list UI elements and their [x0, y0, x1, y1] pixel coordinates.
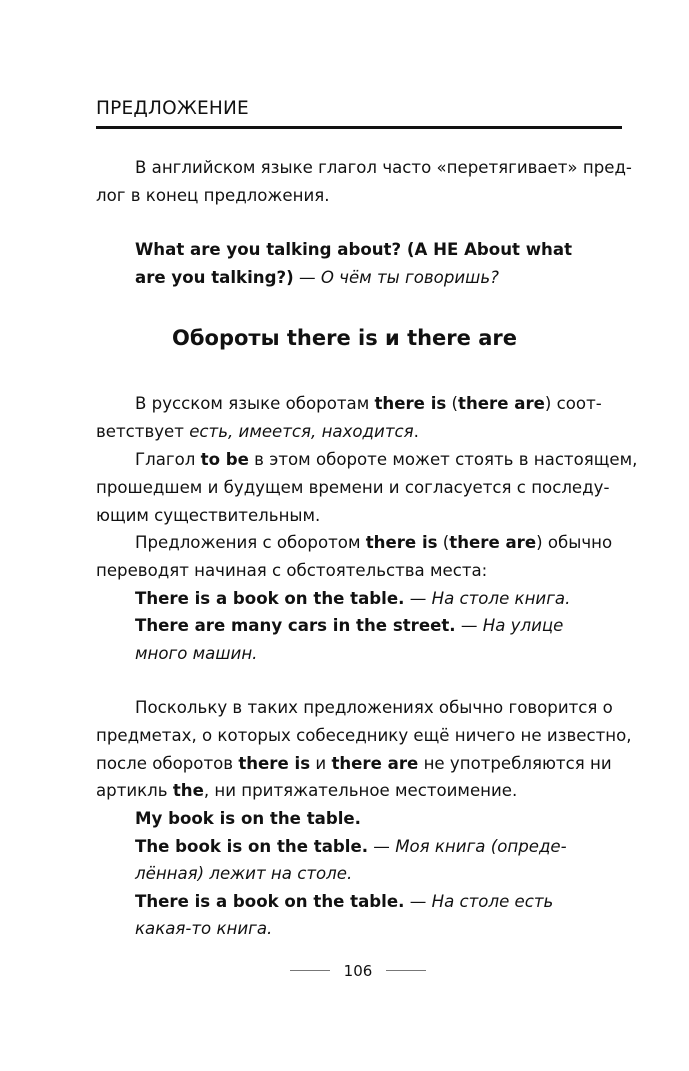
section-heading: Обороты there is и there are: [172, 326, 517, 350]
translation-italic: есть, имеется, находится: [189, 422, 414, 441]
term-there-are: there are: [458, 394, 545, 413]
text-line: [96, 422, 419, 442]
text-span: (: [437, 533, 450, 552]
page-number: 106: [343, 962, 373, 980]
example-line: [135, 616, 563, 636]
text-line: [135, 533, 612, 553]
text-span: .: [413, 422, 419, 441]
text-span: ) обычно: [536, 533, 613, 552]
dash: —: [455, 616, 483, 635]
dash: —: [404, 589, 432, 608]
example-line: [135, 268, 499, 288]
example-translation: На столе книга.: [431, 589, 571, 608]
example-line: [135, 589, 570, 609]
term-there-is: there is: [374, 394, 447, 413]
text-span: Глагол: [135, 450, 201, 469]
text-line: [96, 186, 329, 206]
text-line: [96, 781, 517, 801]
text-span: Предложения с оборотом: [135, 533, 366, 552]
example-line: [135, 644, 257, 664]
text-span: переводят начиная с обстоятельства места:: [96, 561, 488, 580]
text-span: ) соот-: [544, 394, 602, 413]
text-span: ветствует: [96, 422, 190, 441]
example-translation: На столе есть: [431, 892, 554, 911]
footer-rule-right: [386, 970, 426, 971]
dash: —: [404, 892, 432, 911]
text-span: не употребляются ни: [418, 754, 612, 773]
text-line: [96, 726, 632, 746]
text-line: [96, 561, 487, 581]
example-translation: лённая) лежит на столе.: [135, 864, 353, 883]
term-there-are: there are: [449, 533, 537, 552]
example-line: [135, 837, 567, 857]
term-there-are: there are: [331, 754, 419, 773]
text-span: артикль: [96, 781, 173, 800]
dash: —: [368, 837, 396, 856]
example-english: There is a book on the table.: [135, 589, 405, 608]
text-span: В русском языке оборотам: [135, 394, 375, 413]
example-translation: много машин.: [135, 644, 258, 663]
text-span: и: [310, 754, 332, 773]
header-rule: [96, 126, 622, 129]
text-line: [135, 698, 613, 718]
text-line: [135, 394, 602, 414]
term-to-be: to be: [200, 450, 249, 469]
example-line: [135, 864, 352, 884]
example-english: What are you talking about? (А НЕ About what: [135, 240, 572, 259]
term-there-is: there is: [365, 533, 438, 552]
example-translation: На улице: [482, 616, 564, 635]
text-line: [96, 754, 612, 774]
text-line: [135, 158, 632, 178]
text-span: ющим существительным.: [96, 506, 321, 525]
running-header: ПРЕДЛОЖЕНИЕ: [96, 98, 249, 119]
example-line: [135, 809, 361, 829]
example-line: [135, 892, 553, 912]
example-english: There are many cars in the street.: [135, 616, 456, 635]
example-line: [135, 240, 572, 260]
example-english: My book is on the table.: [135, 809, 361, 828]
example-translation: О чём ты говоришь?: [320, 268, 499, 287]
example-english: There is a book on the table.: [135, 892, 405, 911]
example-english: are you talking?): [135, 268, 294, 287]
dash: —: [293, 268, 321, 287]
example-translation: какая-то книга.: [135, 919, 273, 938]
example-english: The book is on the table.: [135, 837, 369, 856]
term-there-is: there is: [238, 754, 311, 773]
text-span: прошедшем и будущем времени и согласуется с последу-: [96, 478, 610, 497]
term-the: the: [172, 781, 204, 800]
text-line: [135, 450, 637, 470]
text-span: после оборотов: [96, 754, 239, 773]
text-span: (: [446, 394, 459, 413]
footer-rule-left: [290, 970, 330, 971]
text-line: [96, 506, 320, 526]
text-span: в этом обороте может стоять в настоящем,: [248, 450, 638, 469]
example-translation: Моя книга (опреде-: [395, 837, 567, 856]
paragraph-text: В английском языке глагол часто «перетягивает» пред-: [135, 158, 632, 177]
paragraph-text: лог в конец предложения.: [96, 186, 330, 205]
text-line: [96, 478, 609, 498]
text-span: предметах, о которых собеседнику ещё ничего не известно,: [96, 726, 632, 745]
example-line: [135, 919, 272, 939]
text-span: , ни притяжательное местоимение.: [203, 781, 518, 800]
text-span: Поскольку в таких предложениях обычно говорится о: [135, 698, 613, 717]
